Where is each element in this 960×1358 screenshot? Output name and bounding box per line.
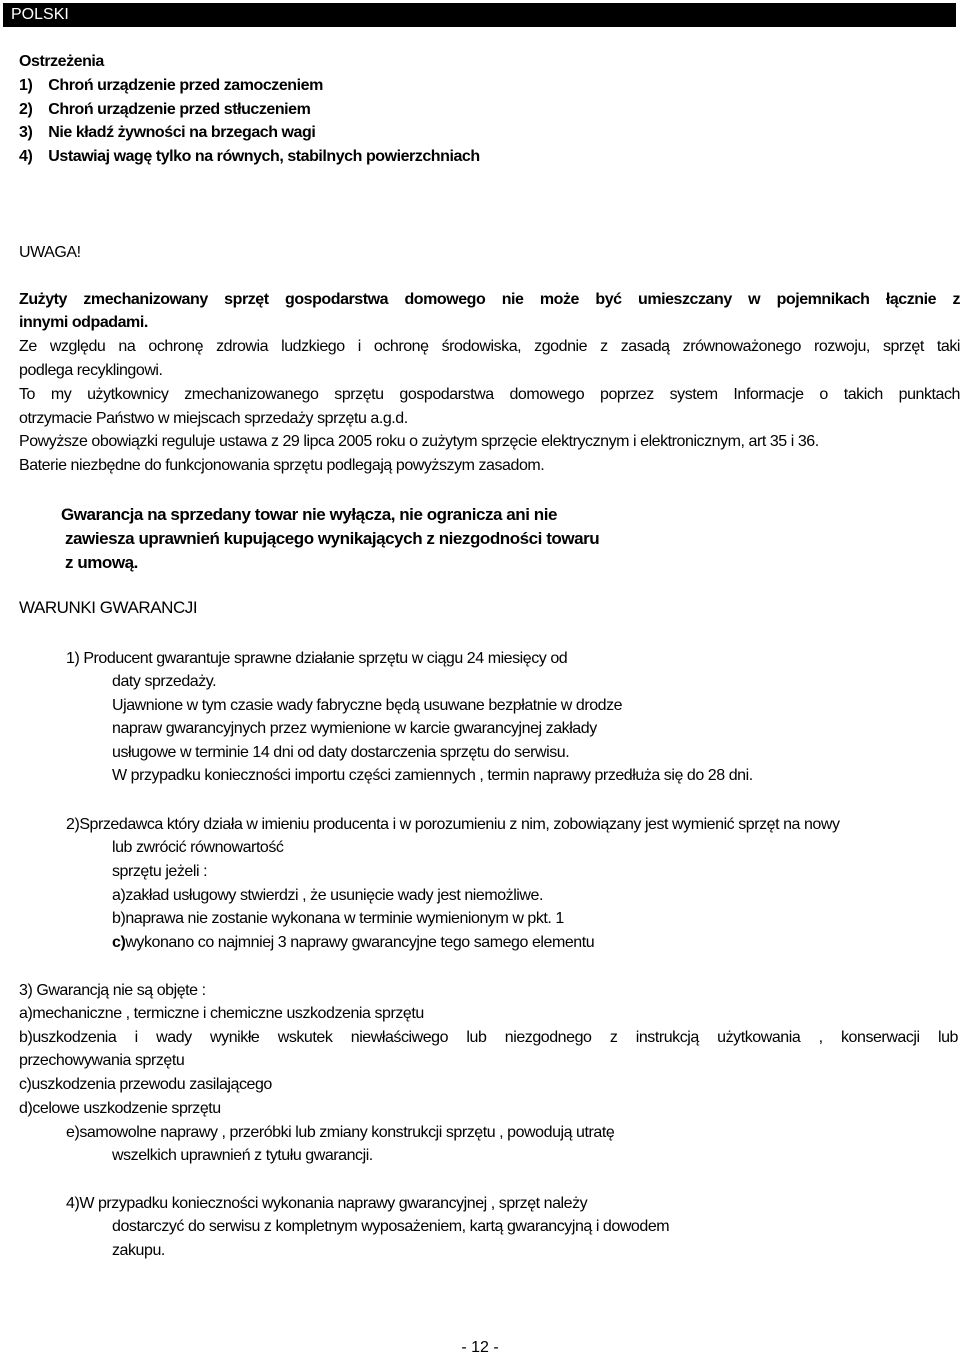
condition-line: lub zwrócić równowartość (112, 839, 284, 856)
condition-line: 1) Producent gwarantuje sprawne działanie sprzętu w ciągu 24 miesięcy od (66, 650, 568, 667)
warning-item: 4) Ustawiaj wagę tylko na równych, stabilnych powierzchniach (19, 148, 480, 165)
warnings-title: Ostrzeżenia (19, 53, 104, 70)
uwaga-paragraph-line: Ze względu na ochronę zdrowia ludzkiego i ochronę środowiska, zgodnie z zasadą zrównoważonego rozwoju, sprzęt taki (19, 338, 960, 355)
uwaga-bold-line: innymi odpadami. (19, 314, 148, 331)
exclusion-line: a)mechaniczne , termiczne i chemiczne uszkodzenia sprzętu (19, 1005, 424, 1022)
condition-line: napraw gwarancyjnych przez wymienione w karcie gwarancyjnej zakłady (112, 720, 597, 737)
condition-line: sprzętu jeżeli : (112, 863, 208, 880)
condition-line: dostarczyć do serwisu z kompletnym wyposażeniem, kartą gwarancyjną i dowodem (112, 1218, 670, 1235)
condition-line: 2)Sprzedawca który działa w imieniu producenta i w porozumieniu z nim, zobowiązany jest wymienić sprzęt na nowy (66, 816, 840, 833)
condition-line: zakupu. (112, 1242, 165, 1259)
condition-line (112, 933, 594, 953)
exclusion-line: e)samowolne naprawy , przeróbki lub zmiany konstrukcji sprzętu , powodują utratę (66, 1124, 615, 1141)
warning-item: 3) Nie kładź żywności na brzegach wagi (19, 124, 316, 141)
uwaga-paragraph-line: otrzymacie Państwo w miejscach sprzedaży sprzętu a.g.d. (19, 410, 408, 427)
warning-item: 1) Chroń urządzenie przed zamoczeniem (19, 77, 323, 94)
uwaga-paragraph-line: To my użytkownicy zmechanizowanego sprzętu gospodarstwa domowego poprzez system Informacje o takich punktach (19, 386, 960, 403)
uwaga-paragraph-line: Powyższe obowiązki reguluje ustawa z 29 lipca 2005 roku o zużytym sprzęcie elektrycznym i elektronicznym, art 35 i 36. (19, 433, 819, 450)
condition-c-text: wykonano co najmniej 3 naprawy gwarancyjne tego samego elementu (125, 934, 595, 951)
uwaga-bold-line: Zużyty zmechanizowany sprzęt gospodarstwa domowego nie może być umieszczany w pojemnikach łącznie z (19, 291, 960, 308)
page-number: - 12 - (461, 1339, 499, 1356)
guarantee-notice-line: z umową. (65, 553, 138, 572)
exclusion-line: d)celowe uszkodzenie sprzętu (19, 1100, 221, 1117)
exclusion-line: przechowywania sprzętu (19, 1052, 185, 1069)
condition-line: b)naprawa nie zostanie wykonana w terminie wymienionym w pkt. 1 (112, 910, 564, 927)
condition-line: Ujawnione w tym czasie wady fabryczne będą usuwane bezpłatnie w drodze (112, 697, 623, 714)
condition-line: a)zakład usługowy stwierdzi , że usunięcie wady jest niemożliwe. (112, 887, 543, 904)
conditions-title: WARUNKI GWARANCJI (19, 598, 198, 617)
exclusion-line: wszelkich uprawnień z tytułu gwarancji. (112, 1147, 373, 1164)
warning-item: 2) Chroń urządzenie przed stłuczeniem (19, 101, 311, 118)
exclusion-line: b)uszkodzenia i wady wynikłe wskutek niewłaściwego lub niezgodnego z instrukcją użytkowania , konserwacji lub (19, 1029, 958, 1046)
exclusion-line: c)uszkodzenia przewodu zasilającego (19, 1076, 272, 1093)
uwaga-paragraph-line: podlega recyklingowi. (19, 362, 163, 379)
condition-line: W przypadku konieczności importu części zamiennych , termin naprawy przedłuża się do 28 dni. (112, 767, 753, 784)
condition-line: usługowe w terminie 14 dni od daty dostarczenia sprzętu do serwisu. (112, 744, 570, 761)
uwaga-paragraph-line: Baterie niezbędne do funkcjonowania sprzętu podlegają powyższym zasadom. (19, 457, 545, 474)
condition-c-label: c) (112, 934, 126, 951)
condition-line: daty sprzedaży. (112, 673, 217, 690)
guarantee-notice-line: Gwarancja na sprzedany towar nie wyłącza, nie ogranicza ani nie (61, 505, 558, 524)
language-header: POLSKI (3, 3, 956, 27)
exclusion-line: 3) Gwarancją nie są objęte : (19, 982, 206, 999)
condition-line: 4)W przypadku konieczności wykonania naprawy gwarancyjnej , sprzęt należy (66, 1195, 588, 1212)
uwaga-title: UWAGA! (19, 244, 81, 261)
guarantee-notice-line: zawiesza uprawnień kupującego wynikających z niezgodności towaru (65, 529, 600, 548)
